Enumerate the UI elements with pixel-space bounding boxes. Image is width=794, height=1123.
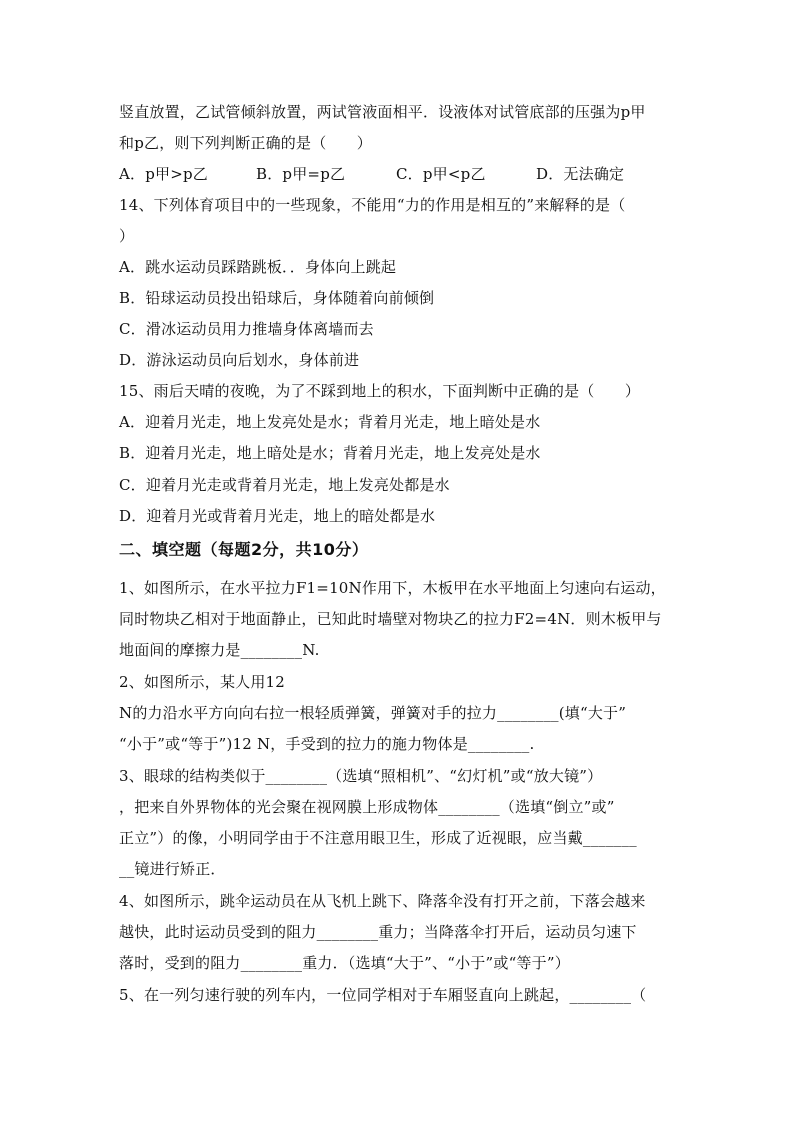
q14-stem-line-1: 14、下列体育项目中的一些现象，不能用“力的作用是相互的”来解释的是（ bbox=[119, 196, 626, 214]
fill-q3-line-3: 正立”）的像，小明同学由于不注意用眼卫生，形成了近视眼，应当戴_______ bbox=[119, 829, 637, 847]
q14-option-c: C．滑冰运动员用力推墙身体离墙而去 bbox=[119, 320, 374, 338]
q15-option-a: A．迎着月光走，地上发亮处是水；背着月光走，地上暗处是水 bbox=[119, 413, 541, 431]
fill-q1-line-2: 同时物块乙相对于地面静止，已知此时墙壁对物块乙的拉力F2=4N．则木板甲与 bbox=[119, 610, 662, 628]
q15-stem: 15、雨后天晴的夜晚，为了不踩到地上的积水，下面判断中正确的是（ ） bbox=[119, 382, 641, 400]
fill-q5-line-1: 5、在一列匀速行驶的列车内，一位同学相对于车厢竖直向上跳起，________（ bbox=[119, 986, 647, 1004]
fill-q1-line-1: 1、如图所示，在水平拉力F1=10N作用下，木板甲在水平地面上匀速向右运动， bbox=[119, 579, 666, 597]
q15-option-d: D．迎着月光或背着月光走，地上的暗处都是水 bbox=[119, 507, 436, 525]
fill-q3-line-4: __镜进行矫正． bbox=[119, 860, 226, 878]
fill-q4-line-2: 越快，此时运动员受到的阻力________重力；当降落伞打开后，运动员匀速下 bbox=[119, 923, 637, 941]
q13-text-line-1: 竖直放置，乙试管倾斜放置，两试管液面相平．设液体对试管底部的压强为p甲 bbox=[119, 103, 646, 121]
fill-q4-line-1: 4、如图所示，跳伞运动员在从飞机上跳下、降落伞没有打开之前，下落会越来 bbox=[119, 892, 646, 910]
fill-q1-line-3: 地面间的摩擦力是________N. bbox=[119, 641, 320, 659]
q14-option-d: D．游泳运动员向后划水，身体前进 bbox=[119, 351, 360, 369]
q13-option-c: C．p甲<p乙 bbox=[396, 165, 486, 183]
q13-option-d: D．无法确定 bbox=[536, 165, 625, 183]
fill-q4-line-3: 落时，受到的阻力________重力．（选填“大于”、“小于”或“等于”） bbox=[119, 954, 570, 972]
q15-option-b: B．迎着月光走，地上暗处是水；背着月光走，地上发亮处是水 bbox=[119, 444, 541, 462]
q13-option-b: B．p甲=p乙 bbox=[256, 165, 346, 183]
fill-q2-line-1: 2、如图所示，某人用12 bbox=[119, 673, 286, 691]
q14-option-b: B．铅球运动员投出铅球后，身体随着向前倾倒 bbox=[119, 289, 435, 307]
fill-q2-line-2: N的力沿水平方向向右拉一根轻质弹簧，弹簧对手的拉力________(填“大于” bbox=[119, 704, 627, 722]
q14-option-a: A．跳水运动员踩踏跳板．．身体向上跳起 bbox=[119, 258, 397, 276]
fill-q3-line-1: 3、眼球的结构类似于________（选填“照相机”、“幻灯机”或“放大镜”） bbox=[119, 767, 603, 785]
q13-options bbox=[119, 164, 624, 184]
fill-q2-line-3: “小于”或“等于”)12 N，手受到的拉力的施力物体是________. bbox=[119, 735, 535, 753]
q13-option-a: A．p甲>p乙 bbox=[119, 165, 209, 183]
section-heading-fill-in: 二、填空题（每题2分，共10分） bbox=[119, 540, 369, 559]
q13-text-line-2: 和p乙，则下列判断正确的是（ ） bbox=[119, 134, 373, 152]
fill-q3-line-2: ，把来自外界物体的光会聚在视网膜上形成物体________（选填“倒立”或” bbox=[119, 798, 615, 816]
q15-option-c: C．迎着月光走或背着月光走，地上发亮处都是水 bbox=[119, 476, 450, 494]
q14-stem-line-2: ） bbox=[119, 227, 135, 245]
